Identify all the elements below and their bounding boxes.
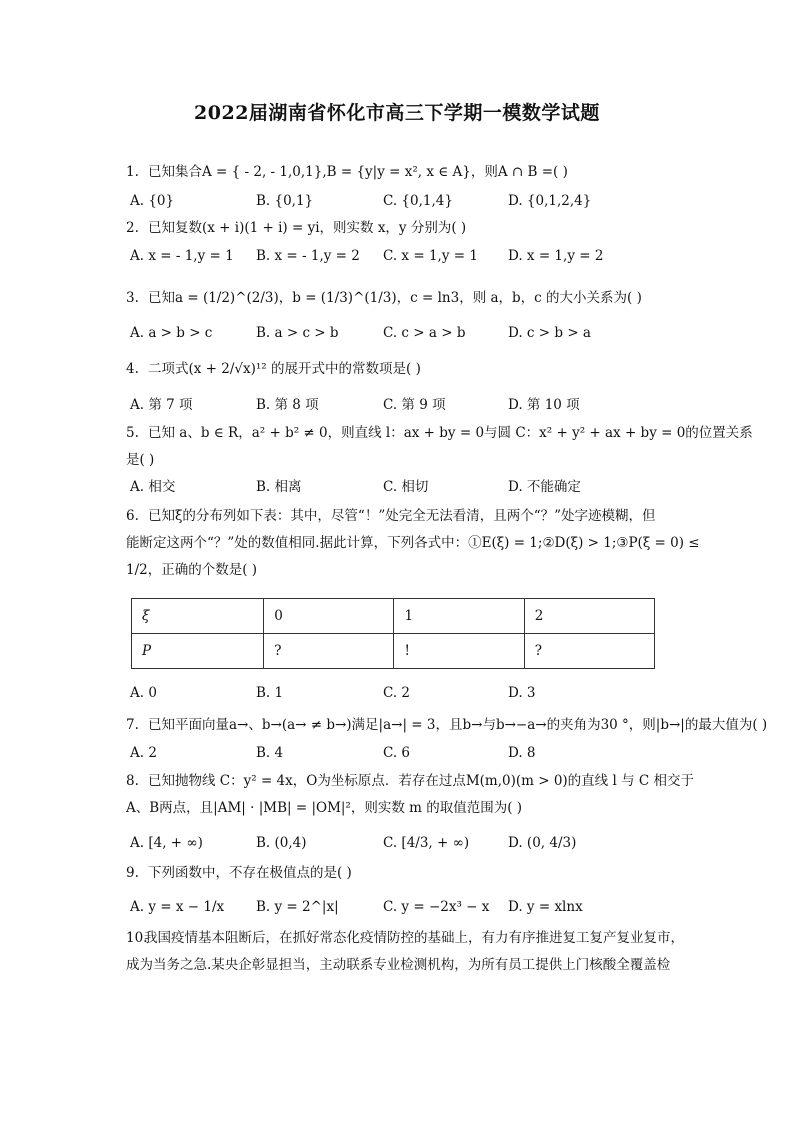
table-row [132,634,655,669]
table-cell: P [132,634,264,669]
question-10 [126,929,696,974]
question-number: 1. [126,164,139,180]
page-title: 2022届湖南省怀化市高三下学期一模数学试题 [194,102,600,124]
option-d: D. 第 10 项 [508,397,580,413]
options-7 [130,744,700,762]
table-cell: 1 [394,599,524,634]
option-b: B. (0,4) [256,835,307,851]
option-d: D. 8 [508,745,536,761]
table-row [132,599,655,634]
question-text: 已知ξ的分布列如下表：其中，尽管“！”处完全无法看清，且两个“？”处字迹模糊，但 [148,508,656,524]
option-a: A. {0} [130,193,175,209]
table-cell: ! [394,634,524,669]
option-d: D. {0,1,2,4} [508,193,592,209]
question-number: 2. [126,220,139,236]
option-a: A. x = - 1,y = 1 [130,248,234,264]
question-text: 下列函数中，不存在极值点的是( ) [148,865,352,881]
question-4 [126,360,696,378]
question-text-continued: 能断定这两个“？”处的数值相同.据此计算，下列各式中：①E(ξ) = 1;②D(ξ) > 1;③P(ξ = 0) ≤ [126,535,700,551]
question-6 [126,507,700,579]
options-5 [130,478,700,496]
option-d: D. (0, 4/3) [508,835,577,851]
option-c: C. 2 [383,685,411,701]
question-3 [126,289,696,307]
option-c: C. 相切 [383,479,429,495]
table-cell: ? [264,634,394,669]
options-8 [130,834,700,852]
question-number: 8. [126,773,139,789]
question-number: 9. [126,865,139,881]
question-7 [126,716,768,734]
question-number: 4. [126,361,139,377]
option-a: A. [4, + ∞) [130,835,203,851]
option-a: A. 0 [130,685,157,701]
option-b: B. 第 8 项 [256,397,319,413]
option-c: C. [4/3, + ∞) [383,835,470,851]
option-d: D. 3 [508,685,536,701]
options-1 [130,192,700,210]
option-a: A. 第 7 项 [130,397,193,413]
option-d: D. x = 1,y = 2 [508,248,604,264]
option-d: D. c > b > a [508,325,591,341]
option-c: C. c > a > b [383,325,466,341]
question-2 [126,219,696,237]
table-cell: 2 [524,599,654,634]
option-b: B. y = 2^|x| [256,899,339,915]
question-text-continued: A、B两点，且|AM| · |MB| = |OM|²，则实数 m 的取值范围为( ) [126,800,523,816]
options-4 [130,396,700,414]
options-2 [130,247,700,265]
question-text-continued-2: 1/2，正确的个数是( ) [126,562,258,578]
option-b: B. 相离 [256,479,302,495]
option-a: A. y = x − 1/x [130,899,225,915]
question-text: 已知抛物线 C：y² = 4x，O为坐标原点．若存在过点M(m,0)(m > 0)的直线 l 与 C 相交于 [148,773,694,789]
option-a: A. 相交 [130,479,176,495]
options-6 [130,684,700,702]
question-text: 已知平面向量a→、b→(a→ ≠ b→)满足|a→| = 3，且b→与b→−a→的夹角为30 °，则|b→|的最大值为( ) [148,717,768,733]
option-c: C. 6 [383,745,411,761]
question-5 [126,424,753,469]
table-cell: 0 [264,599,394,634]
options-3 [130,324,700,342]
table-cell: ξ [132,599,264,634]
option-d: D. 不能确定 [508,479,581,495]
question-text: 已知复数(x + i)(1 + i) = yi，则实数 x，y 分别为( ) [148,220,467,236]
question-number: 10. [126,930,148,946]
question-text: 已知a = (1/2)^(2/3)，b = (1/3)^(1/3)，c = ln3，则 a，b，c 的大小关系为( ) [148,290,642,306]
question-text-continued: 成为当务之急.某央企彰显担当，主动联系专业检测机构，为所有员工提供上门核酸全覆盖检 [126,957,671,973]
question-9 [126,864,696,882]
option-c: C. 第 9 项 [383,397,446,413]
table-cell: ? [524,634,654,669]
option-b: B. x = - 1,y = 2 [256,248,360,264]
option-b: B. 1 [256,685,284,701]
option-c: C. y = −2x³ − x [383,899,490,915]
question-number: 7. [126,717,139,733]
option-a: A. a > b > c [130,325,213,341]
question-text-continued: 是( ) [126,452,155,468]
option-c: C. x = 1,y = 1 [383,248,478,264]
option-d: D. y = xlnx [508,899,583,915]
option-a: A. 2 [130,745,157,761]
question-number: 5. [126,425,139,441]
option-b: B. 4 [256,745,284,761]
options-9 [130,898,700,916]
question-text: 二项式(x + 2/√x)¹² 的展开式中的常数项是( ) [148,361,421,377]
question-8 [126,772,696,817]
question-text: 已知 a、b ∈ R，a² + b² ≠ 0，则直线 l：ax + by = 0与圆 C：x² + y² + ax + by = 0的位置关系 [148,425,753,441]
option-b: B. {0,1} [256,193,314,209]
option-b: B. a > c > b [256,325,339,341]
question-number: 6. [126,508,139,524]
option-c: C. {0,1,4} [383,193,453,209]
distribution-table [131,598,655,669]
question-number: 3. [126,290,139,306]
question-text: 我国疫情基本阻断后，在抓好常态化疫情防控的基础上，有力有序推进复工复产复业复市， [144,930,684,946]
question-text: 已知集合A = { - 2, - 1,0,1},B = {y|y = x², x ∈ A}，则A ∩ B =( ) [148,164,568,180]
question-1 [126,163,696,181]
